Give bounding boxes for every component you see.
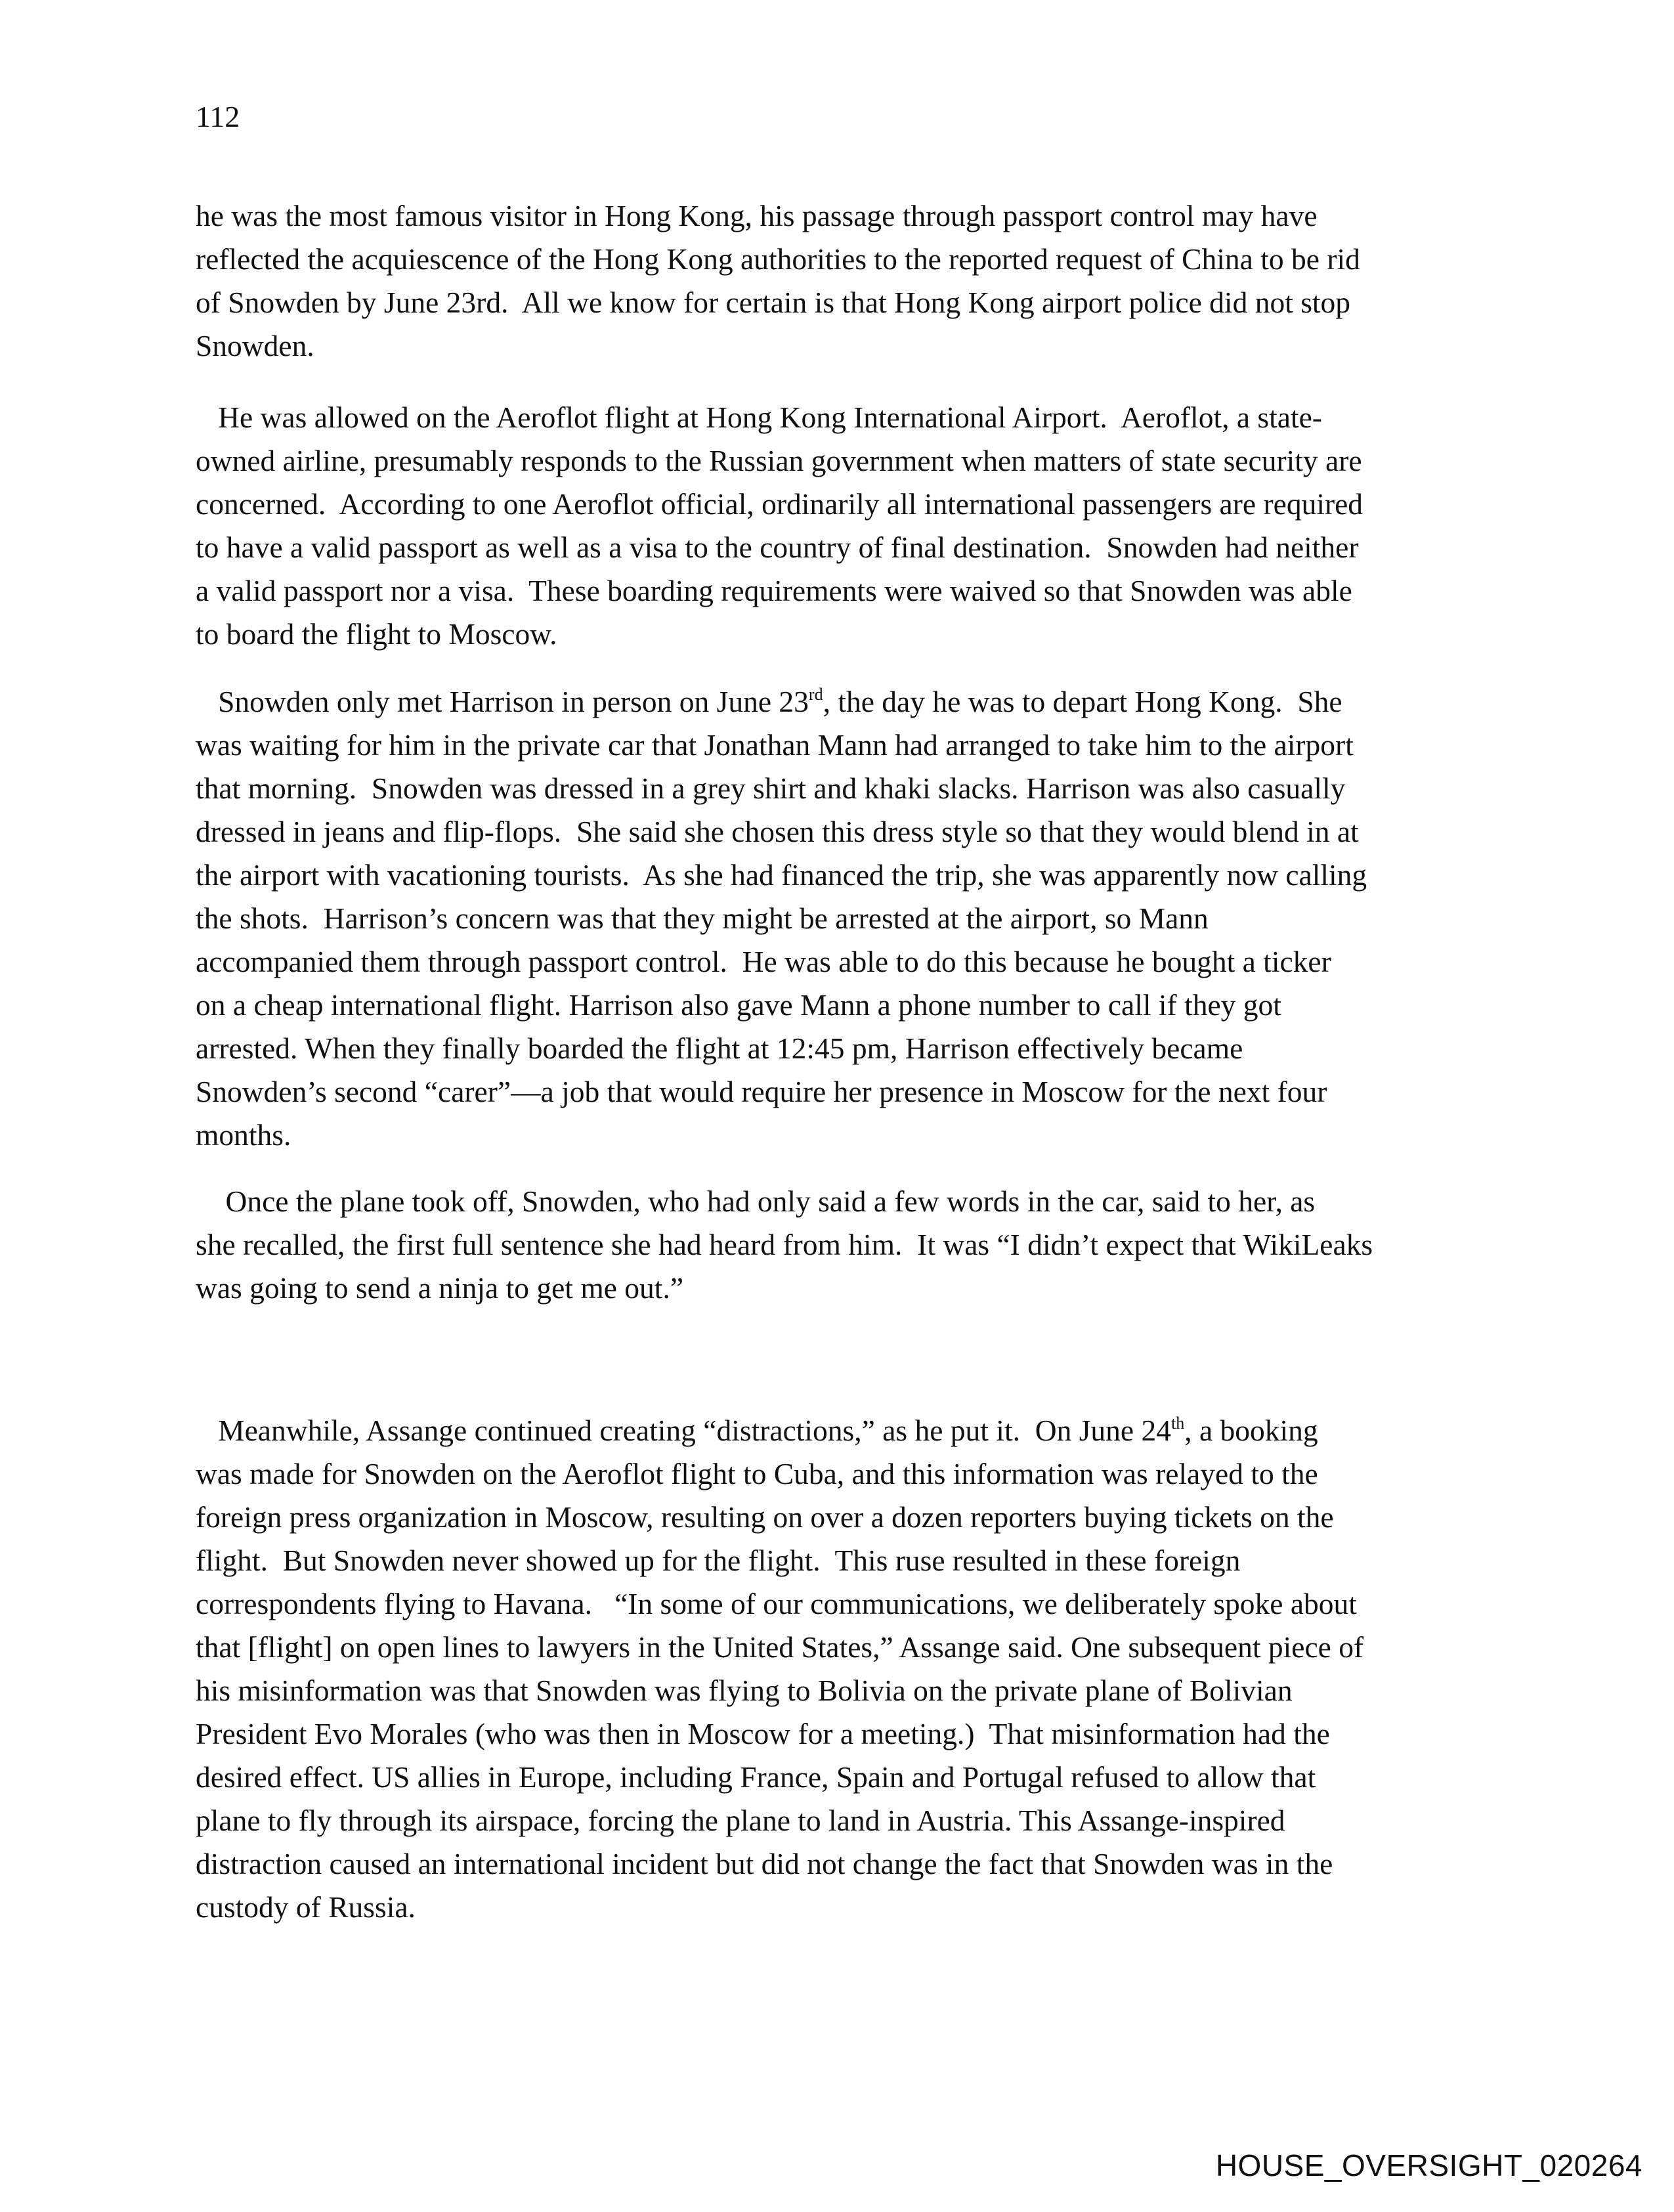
- text-line-first: [196, 1409, 1482, 1452]
- text-line: of Snowden by June 23rd. All we know for certain is that Hong Kong airport police did not stop: [196, 286, 1351, 319]
- text-line: Snowden.: [196, 329, 314, 362]
- text-line: accompanied them through passport control. He was able to do this because he bought a ticker: [196, 945, 1331, 978]
- text-line: foreign press organization in Moscow, resulting on over a dozen reporters buying tickets on the: [196, 1500, 1334, 1534]
- text-line: to have a valid passport as well as a visa to the country of final destination. Snowden had neither: [196, 531, 1359, 564]
- text-line: custody of Russia.: [196, 1890, 416, 1924]
- text-line: months.: [196, 1118, 291, 1152]
- text-segment: , a booking: [1184, 1414, 1318, 1447]
- ordinal-suffix: rd: [808, 685, 823, 704]
- text-line: reflected the acquiescence of the Hong Kong authorities to the reported request of China to be rid: [196, 242, 1360, 276]
- text-line: Once the plane took off, Snowden, who had only said a few words in the car, said to her, as: [196, 1184, 1316, 1218]
- text-line: to board the flight to Moscow.: [196, 617, 557, 651]
- text-line: Snowden’s second “carer”—a job that would require her presence in Moscow for the next four: [196, 1075, 1327, 1108]
- text-line: on a cheap international flight. Harrison also gave Mann a phone number to call if they got: [196, 988, 1281, 1022]
- text-line: that morning. Snowden was dressed in a grey shirt and khaki slacks. Harrison was also casually: [196, 771, 1346, 805]
- text-segment: , the day he was to depart Hong Kong. She: [823, 685, 1342, 718]
- text-line: was made for Snowden on the Aeroflot flight to Cuba, and this information was relayed to the: [196, 1457, 1318, 1490]
- text-line: concerned. According to one Aeroflot official, ordinarily all international passengers are required: [196, 487, 1363, 521]
- text-line: owned airline, presumably responds to the Russian government when matters of state security are: [196, 444, 1362, 477]
- text-line: he was the most famous visitor in Hong Kong, his passage through passport control may have: [196, 199, 1318, 232]
- text-line: a valid passport nor a visa. These boarding requirements were waived so that Snowden was able: [196, 574, 1352, 607]
- document-stamp: HOUSE_OVERSIGHT_020264: [1215, 2148, 1642, 2182]
- paragraph-2: [196, 396, 1482, 656]
- text-line: the airport with vacationing tourists. As she had financed the trip, she was apparently now calling: [196, 858, 1367, 892]
- page-number: 112: [196, 100, 240, 133]
- paragraph-1: [196, 194, 1482, 368]
- text-line: President Evo Morales (who was then in Moscow for a meeting.) That misinformation had the: [196, 1717, 1330, 1750]
- text-line: flight. But Snowden never showed up for the flight. This ruse resulted in these foreign: [196, 1544, 1241, 1577]
- text-line: plane to fly through its airspace, forcing the plane to land in Austria. This Assange-inspired: [196, 1804, 1285, 1837]
- text-line: correspondents flying to Havana. “In some of our communications, we deliberately spoke about: [196, 1587, 1357, 1620]
- text-line: desired effect. US allies in Europe, including France, Spain and Portugal refused to allow that: [196, 1760, 1316, 1794]
- text-line: He was allowed on the Aeroflot flight at Hong Kong International Airport. Aeroflot, a state-: [196, 401, 1322, 434]
- text-line: arrested. When they finally boarded the flight at 12:45 pm, Harrison effectively became: [196, 1031, 1243, 1065]
- text-line: his misinformation was that Snowden was flying to Bolivia on the private plane of Bolivian: [196, 1674, 1293, 1707]
- text-line: the shots. Harrison’s concern was that they might be arrested at the airport, so Mann: [196, 901, 1209, 935]
- text-segment: Snowden only met Harrison in person on June 23: [196, 685, 809, 718]
- text-line: dressed in jeans and flip-flops. She said she chosen this dress style so that they would blend in at: [196, 815, 1359, 848]
- text-line-first: [196, 680, 1482, 724]
- text-line: was going to send a ninja to get me out.”: [196, 1271, 684, 1305]
- text-line: that [flight] on open lines to lawyers in the United States,” Assange said. One subsequent piece of: [196, 1630, 1364, 1664]
- text-segment: Meanwhile, Assange continued creating “distractions,” as he put it. On June 24: [196, 1414, 1171, 1447]
- ordinal-suffix: th: [1170, 1414, 1185, 1433]
- text-line: she recalled, the first full sentence she had heard from him. It was “I didn’t expect that WikiLeaks: [196, 1228, 1373, 1261]
- paragraph-5: [196, 1409, 1482, 1929]
- paragraph-4: [196, 1180, 1482, 1310]
- text-line: distraction caused an international incident but did not change the fact that Snowden was in the: [196, 1847, 1333, 1880]
- paragraph-3: [196, 680, 1482, 1157]
- text-line: was waiting for him in the private car that Jonathan Mann had arranged to take him to the airport: [196, 728, 1354, 762]
